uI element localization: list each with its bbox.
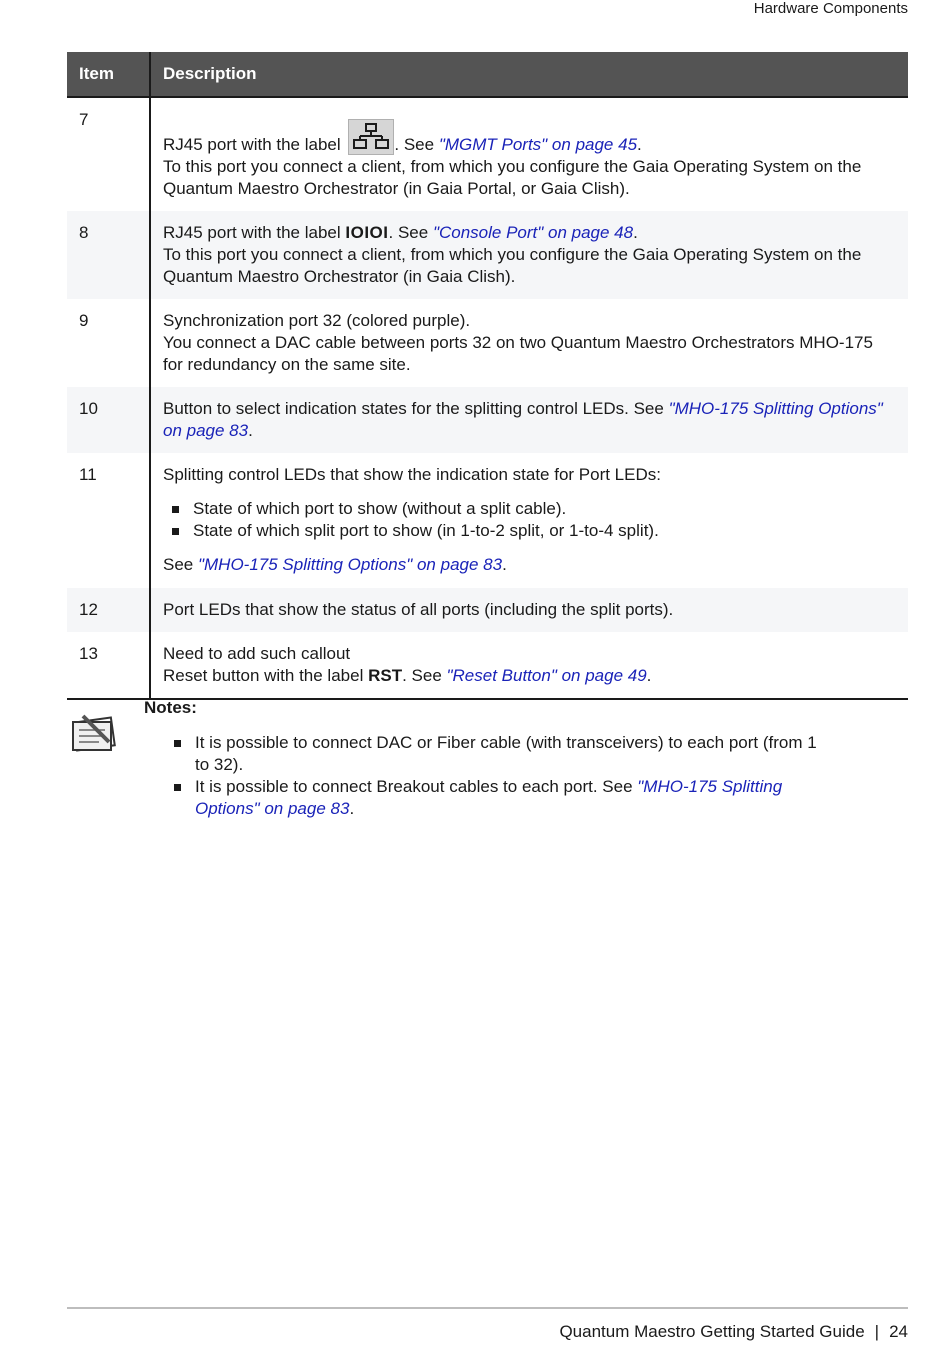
page-footer — [559, 1322, 908, 1342]
desc-text: Splitting control LEDs that show the indication state for Port LEDs: — [163, 465, 661, 484]
list-item: It is possible to connect DAC or Fiber cable (with transceivers) to each port (from 1 to 32). — [195, 732, 835, 776]
item-number: 11 — [67, 453, 150, 588]
notepad-pencil-icon — [69, 712, 117, 752]
note-text: It is possible to connect Breakout cables to each port. See — [195, 777, 638, 796]
footer-separator: | — [874, 1322, 880, 1341]
desc-text: You connect a DAC cable between ports 32 on two Quantum Maestro Orchestrators MHO-175 for redundancy on the same site. — [163, 333, 873, 374]
desc-text: Synchronization port 32 (colored purple). — [163, 311, 471, 330]
desc-text: . — [633, 223, 638, 242]
table-row — [67, 97, 908, 211]
notes-title: Notes: — [144, 698, 197, 717]
item-description: Port LEDs that show the status of all ports (including the split ports). — [150, 588, 908, 632]
led-state-list — [163, 498, 896, 542]
col-header-item: Item — [67, 52, 150, 97]
desc-text: Button to select indication states for the splitting control LEDs. See — [163, 399, 669, 418]
item-description — [150, 632, 908, 699]
rst-label: RST — [368, 666, 403, 685]
network-hierarchy-icon — [348, 119, 394, 155]
item-number: 7 — [67, 97, 150, 211]
table-row — [67, 588, 908, 632]
guide-title: Quantum Maestro Getting Started Guide — [559, 1322, 865, 1341]
item-number: 8 — [67, 211, 150, 299]
col-header-description: Description — [150, 52, 908, 97]
list-item — [195, 776, 835, 820]
page-number: 24 — [889, 1322, 908, 1341]
table-row — [67, 632, 908, 699]
item-description — [150, 97, 908, 211]
item-description — [150, 211, 908, 299]
item-number: 13 — [67, 632, 150, 699]
desc-text: . — [646, 666, 652, 685]
splitting-options-link[interactable]: "MHO-175 Splitting Options" on page 83 — [163, 399, 883, 440]
desc-text: To this port you connect a client, from which you configure the Gaia Operating System on the Quantum Maestro Orchestrator (in Gaia Clish). — [163, 245, 862, 286]
desc-text: . — [248, 421, 253, 440]
console-port-link[interactable]: "Console Port" on page 48 — [432, 223, 634, 242]
item-number: 9 — [67, 299, 150, 387]
table-header-row — [67, 52, 908, 97]
reset-button-link[interactable]: "Reset Button" on page 49 — [446, 666, 647, 685]
notes-list — [195, 732, 835, 820]
desc-text: Need to add such callout — [163, 644, 351, 663]
desc-text: . See — [388, 223, 433, 242]
item-number: 10 — [67, 387, 150, 453]
list-item: State of which split port to show (in 1-to-2 split, or 1-to-4 split). — [193, 520, 896, 542]
item-description — [150, 387, 908, 453]
table-row — [67, 453, 908, 588]
desc-text: . See — [394, 135, 439, 154]
splitting-options-link[interactable]: "MHO-175 Splitting Options" on page 83 — [197, 555, 503, 574]
item-description — [150, 299, 908, 387]
footer-divider — [67, 1307, 908, 1309]
item-number: 12 — [67, 588, 150, 632]
note-text: . — [349, 799, 355, 818]
table-row — [67, 299, 908, 387]
desc-text: Reset button with the label — [163, 666, 369, 685]
hardware-components-table — [67, 52, 908, 700]
splitting-options-link[interactable]: "MHO-175 Splitting Options" on page 83 — [195, 777, 783, 818]
console-label: IOIOI — [345, 223, 389, 242]
desc-text: See — [163, 555, 198, 574]
item-description — [150, 453, 908, 588]
list-item: State of which port to show (without a split cable). — [193, 498, 896, 520]
running-header: Hardware Components — [753, 0, 908, 17]
table-row — [67, 211, 908, 299]
mgmt-ports-link[interactable]: "MGMT Ports" on page 45 — [438, 135, 638, 154]
desc-text: RJ45 port with the label — [163, 223, 346, 242]
desc-text: . See — [402, 666, 447, 685]
desc-text: To this port you connect a client, from which you configure the Gaia Operating System on the Quantum Maestro Orchestrator (in Gaia Portal, or Gaia Clish). — [163, 157, 862, 198]
desc-text: RJ45 port with the label — [163, 135, 346, 154]
table-row — [67, 387, 908, 453]
desc-text: . — [637, 135, 642, 154]
desc-text: . — [502, 555, 507, 574]
